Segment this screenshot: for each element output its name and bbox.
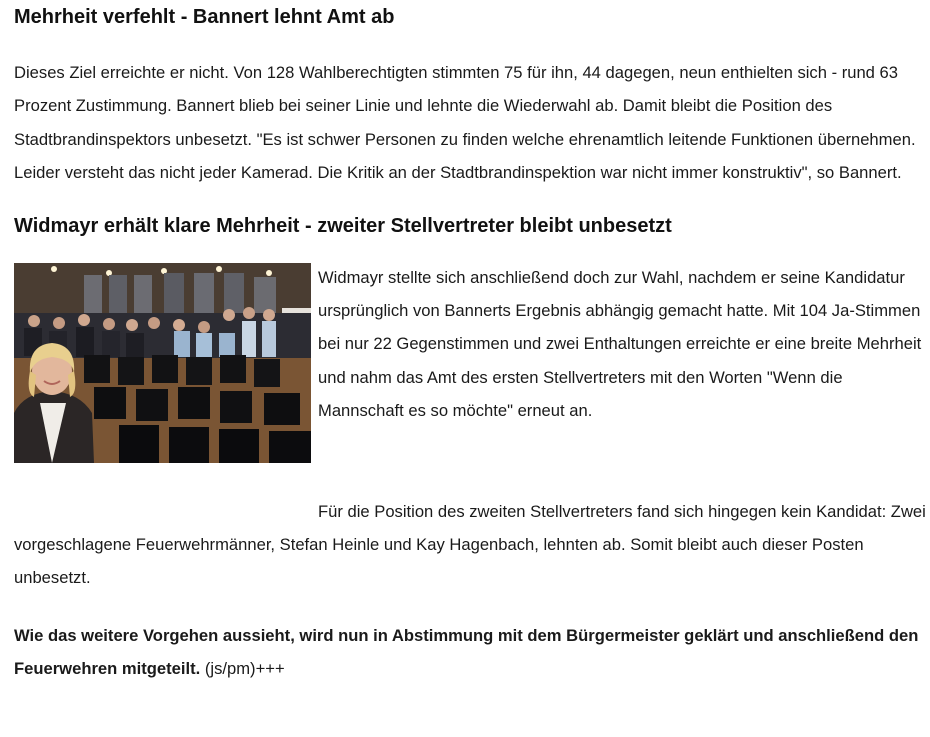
section-heading-majority-missed: Mehrheit verfehlt - Bannert lehnt Amt ab [14,6,395,28]
paragraph-second-deputy: Für die Position des zweiten Stellvertreters fand sich hingegen kein Kandidat: Zwei vorgeschlagene Feuerwehrmänner, Stefan Heinle und Kay Hagenbach, lehnten ab. Somit bleibt auch dieser Posten unbesetzt. [14,501,926,588]
paragraph-election-result: Dieses Ziel erreichte er nicht. Von 128 Wahlberechtigten stimmten 75 für ihn, 44 dagegen, neun enthielten sich - rund 63 Prozent Zustimmung. Bannert blieb bei seiner Linie und lehnte die Wiederwahl ab. Damit bleibt die Position des Stadtbrandinspektors unbesetzt. "Es ist schwer Personen zu finden welche ehrenamtlich leitende Funktionen übernehmen. Leider versteht das nicht jeder Kamerad. Die Kritik an der Stadtbrandinspektion war nicht immer konstruktiv", so Bannert. [14,63,916,183]
article [14,0,926,686]
closing-bold-text: Wie das weitere Vorgehen aussieht, wird nun in Abstimmung mit dem Bürgermeister geklärt und anschließend den Feuerwehren mitgeteilt. [14,625,919,679]
widmayr-text-block [318,261,928,428]
paragraph-widmayr-election: Widmayr stellte sich anschließend doch zur Wahl, nachdem er seine Kandidatur ursprünglich von Bannerts Ergebnis abhängig gemacht hatte. Mit 104 Ja-Stimmen bei nur 22 Gegenstimmen und zwei Enthaltungen erreichte er eine breite Mehrheit und nahm das Amt des ersten Stellvertreters mit den Worten "Wenn die Mannschaft es so möchte" erneut an. [318,267,922,421]
paragraph-closing [14,619,926,686]
figure-with-text [14,261,926,475]
assembly-photo[interactable] [14,263,311,463]
closing-author-tag: (js/pm)+++ [200,659,285,679]
section-heading-widmayr: Widmayr erhält klare Mehrheit - zweiter Stellvertreter bleibt unbesetzt [14,214,672,237]
